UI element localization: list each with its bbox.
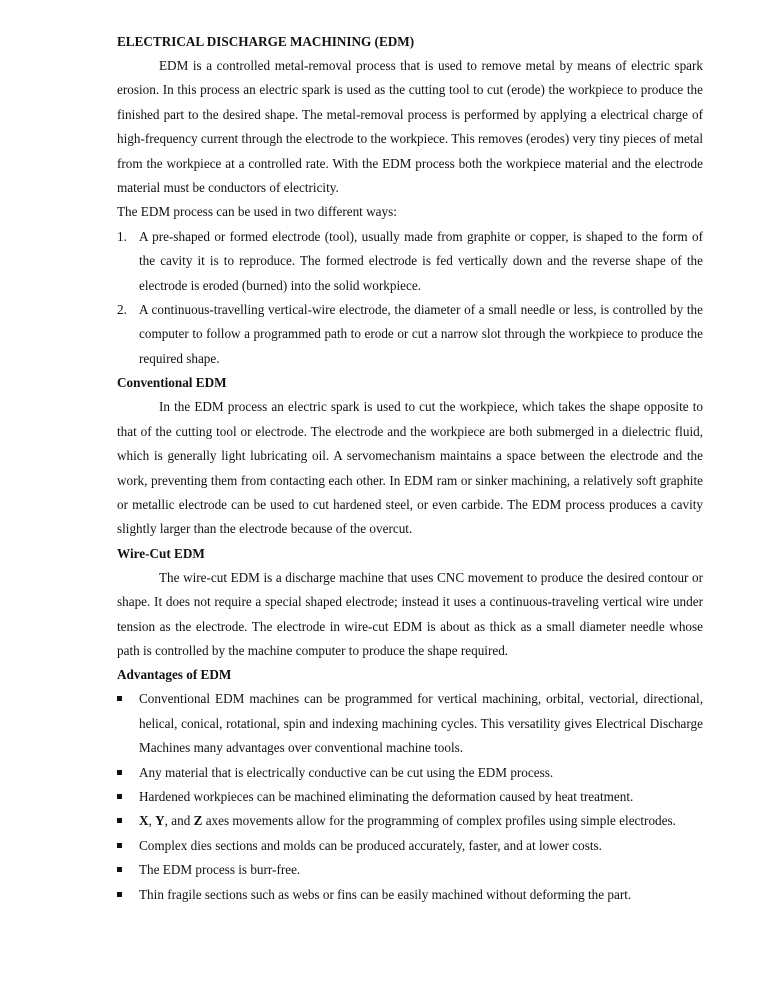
conventional-edm-heading: Conventional EDM — [117, 375, 227, 391]
list-item-text — [139, 813, 676, 828]
wire-cut-edm-heading: Wire-Cut EDM — [117, 545, 205, 561]
square-bullet-icon — [117, 867, 122, 872]
axes-item-text: axes movements allow for the programming of complex profiles using simple electrodes. — [202, 813, 676, 829]
list-number: 1. — [117, 228, 127, 244]
list-item-text: Hardened workpieces can be machined eliminating the deformation caused by heat treatment. — [139, 788, 634, 804]
square-bullet-icon — [117, 696, 122, 701]
wire-cut-edm-paragraph: The wire-cut EDM is a discharge machine that uses CNC movement to produce the desired contour or shape. It does not require a special shaped electrode; instead it uses a continuous-traveling vertical wire under tension as the electrode. The electrode in wire-cut EDM is about as thick as a small diameter needle whose path is controlled by the machine computer to produce the shape required. — [117, 569, 703, 658]
list-item — [117, 883, 703, 907]
list-number: 2. — [117, 302, 127, 318]
list-item-text: The EDM process is burr-free. — [139, 862, 301, 878]
document-title: ELECTRICAL DISCHARGE MACHINING (EDM) — [117, 34, 415, 49]
conventional-edm-paragraph: In the EDM process an electric spark is used to cut the workpiece, which takes the shape opposite to that of the cutting tool or electrode. The electrode and the workpiece are both submerged in a dielectric fluid, which is generally light lubricating oil. A servomechanism maintains a space between the electrode and the work, preventing them from contacting each other. In EDM ram or sinker machining, a relatively soft graphite or metallic electrode can be used to cut hardened steel, or even carbide. The EDM process produces a cavity slightly larger than the electrode because of the overcut. — [117, 399, 703, 537]
document-page — [117, 30, 703, 907]
list-item-text: A pre-shaped or formed electrode (tool), usually made from graphite or copper, is shaped to the form of the cavity it is to reproduce. The formed electrode is fed vertically down and the reverse shape of the electrode is eroded (burned) into the solid workpiece. — [139, 228, 703, 293]
list-item — [117, 761, 703, 785]
list-item-text: A continuous-travelling vertical-wire electrode, the diameter of a small needle or less, is controlled by the computer to follow a programmed path to erode or cut a narrow slot through the workpiece to produce the required shape. — [139, 302, 703, 366]
list-item-text: Thin fragile sections such as webs or fins can be easily machined without deforming the part. — [139, 886, 632, 902]
ways-intro: The EDM process can be used in two different ways: — [117, 204, 397, 220]
axis-x-label: X — [139, 813, 149, 829]
axis-separator: , — [148, 813, 156, 829]
list-item — [117, 809, 703, 833]
square-bullet-icon — [117, 843, 122, 848]
square-bullet-icon — [117, 818, 122, 823]
list-item-text: Any material that is electrically conductive can be cut using the EDM process. — [139, 764, 554, 780]
list-item-text: Complex dies sections and molds can be produced accurately, faster, and at lower costs. — [139, 837, 602, 853]
advantages-list — [117, 687, 703, 907]
square-bullet-icon — [117, 770, 122, 775]
list-item — [117, 687, 703, 760]
list-item-text: Conventional EDM machines can be programmed for vertical machining, orbital, vectorial, directional, helical, conical, rotational, spin and indexing machining cycles. This versatility gives Electrical Discharge Machines many advantages over conventional machine tools. — [139, 691, 703, 756]
intro-paragraph: EDM is a controlled metal-removal process that is used to remove metal by means of electric spark erosion. In this process an electric spark is used as the cutting tool to cut (erode) the workpiece to produce the finished part to the desired shape. The metal-removal process is performed by applying a electrical charge of high-frequency current through the electrode to the workpiece. This removes (erodes) very tiny pieces of metal from the workpiece at a controlled rate. With the EDM process both the workpiece material and the electrode material must be conductors of electricity. — [117, 58, 703, 196]
advantages-heading: Advantages of EDM — [117, 667, 232, 683]
list-item — [117, 834, 703, 858]
list-item — [117, 785, 703, 809]
square-bullet-icon — [117, 794, 122, 799]
axis-y-label: Y — [155, 813, 165, 829]
axis-separator: , and — [164, 813, 194, 829]
list-item — [117, 225, 703, 298]
axis-z-label: Z — [193, 813, 203, 829]
list-item — [117, 858, 703, 882]
square-bullet-icon — [117, 892, 122, 897]
ways-list — [117, 225, 703, 371]
list-item — [117, 298, 703, 371]
